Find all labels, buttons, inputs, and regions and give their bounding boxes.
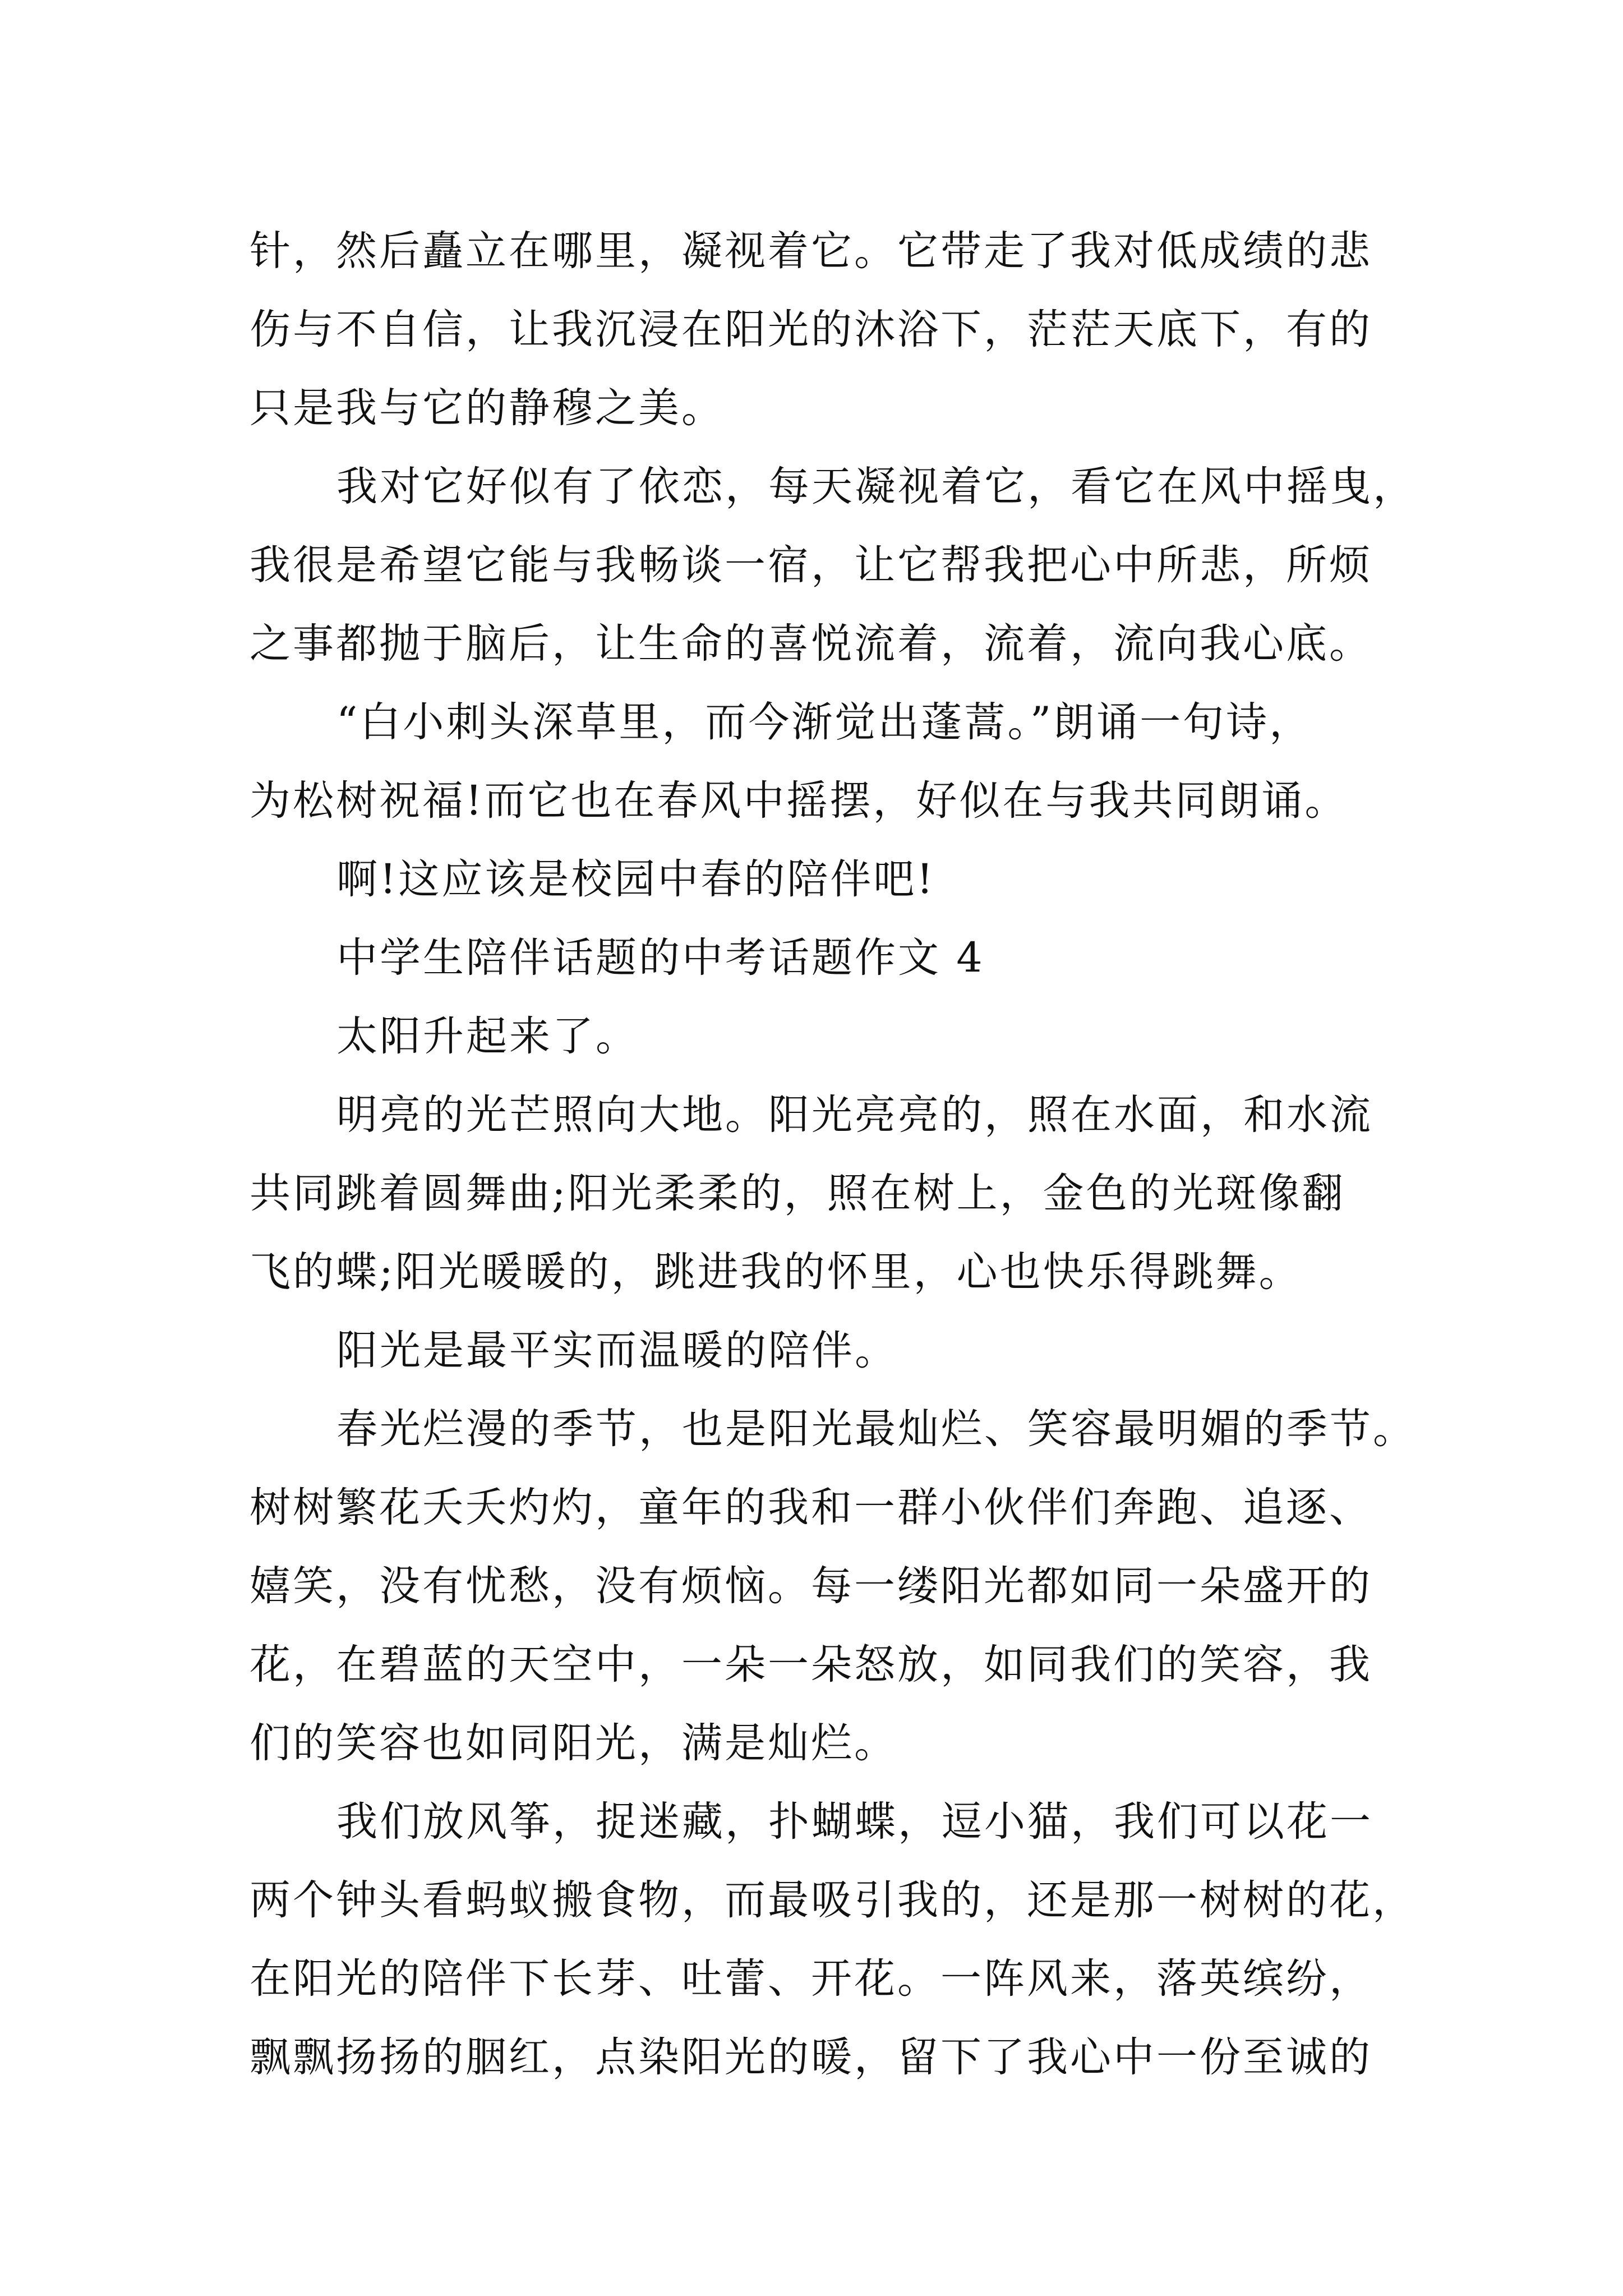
text-line: 们的笑容也如同阳光，满是灿烂。 xyxy=(250,1719,897,1767)
text-line: 啊!这应该是校园中春的陪伴吧! xyxy=(336,855,935,903)
text-line: 两个钟头看蚂蚁搬食物，而最吸引我的，还是那一树树的花， xyxy=(250,1876,1415,1924)
essay-text xyxy=(250,212,1416,2097)
text-line: 飞的蝶;阳光暖暖的，跳进我的怀里，心也快乐得跳舞。 xyxy=(250,1248,1302,1296)
text-line: “白小刺头深草里，而今渐觉出蓬蒿。”朗诵一句诗， xyxy=(336,698,1313,746)
text-line: 针，然后矗立在哪里，凝视着它。它带走了我对低成绩的悲 xyxy=(250,227,1372,275)
text-line: 在阳光的陪伴下长芽、吐蕾、开花。一阵风来，落英缤纷， xyxy=(250,1955,1372,2003)
text-line: 明亮的光芒照向大地。阳光亮亮的，照在水面，和水流 xyxy=(336,1091,1373,1139)
text-line: 之事都抛于脑后，让生命的喜悦流着，流着，流向我心底。 xyxy=(250,620,1372,668)
text-line: 我们放风筝，捉迷藏，扑蝴蝶，逗小猫，我们可以花一 xyxy=(336,1798,1373,1846)
text-line: 太阳升起来了。 xyxy=(336,1013,639,1060)
text-line: 花，在碧蓝的天空中，一朵一朵怒放，如同我们的笑容，我 xyxy=(250,1641,1372,1688)
text-line: 只是我与它的静穆之美。 xyxy=(250,384,725,432)
text-line: 树树繁花夭夭灼灼，童年的我和一群小伙伴们奔跑、追逐、 xyxy=(250,1484,1372,1531)
text-line: 伤与不自信，让我沉浸在阳光的沐浴下，茫茫天底下，有的 xyxy=(250,306,1372,353)
section-heading: 中学生陪伴话题的中考话题作文 4 xyxy=(336,934,985,982)
text-line: 阳光是最平实而温暖的陪伴。 xyxy=(336,1327,898,1374)
text-line: 嬉笑，没有忧愁，没有烦恼。每一缕阳光都如同一朵盛开的 xyxy=(250,1562,1372,1610)
text-line: 飘飘扬扬的胭红，点染阳光的暖，留下了我心中一份至诚的 xyxy=(250,2033,1372,2081)
text-line: 为松树祝福!而它也在春风中摇摆，好似在与我共同朗诵。 xyxy=(250,777,1348,825)
text-line: 我对它好似有了依恋，每天凝视着它，看它在风中摇曳， xyxy=(336,463,1416,510)
text-line: 春光烂漫的季节，也是阳光最灿烂、笑容最明媚的季节。 xyxy=(336,1405,1416,1453)
text-line: 共同跳着圆舞曲;阳光柔柔的，照在树上，金色的光斑像翻 xyxy=(250,1170,1345,1217)
text-line: 我很是希望它能与我畅谈一宿，让它帮我把心中所悲，所烦 xyxy=(250,541,1372,589)
